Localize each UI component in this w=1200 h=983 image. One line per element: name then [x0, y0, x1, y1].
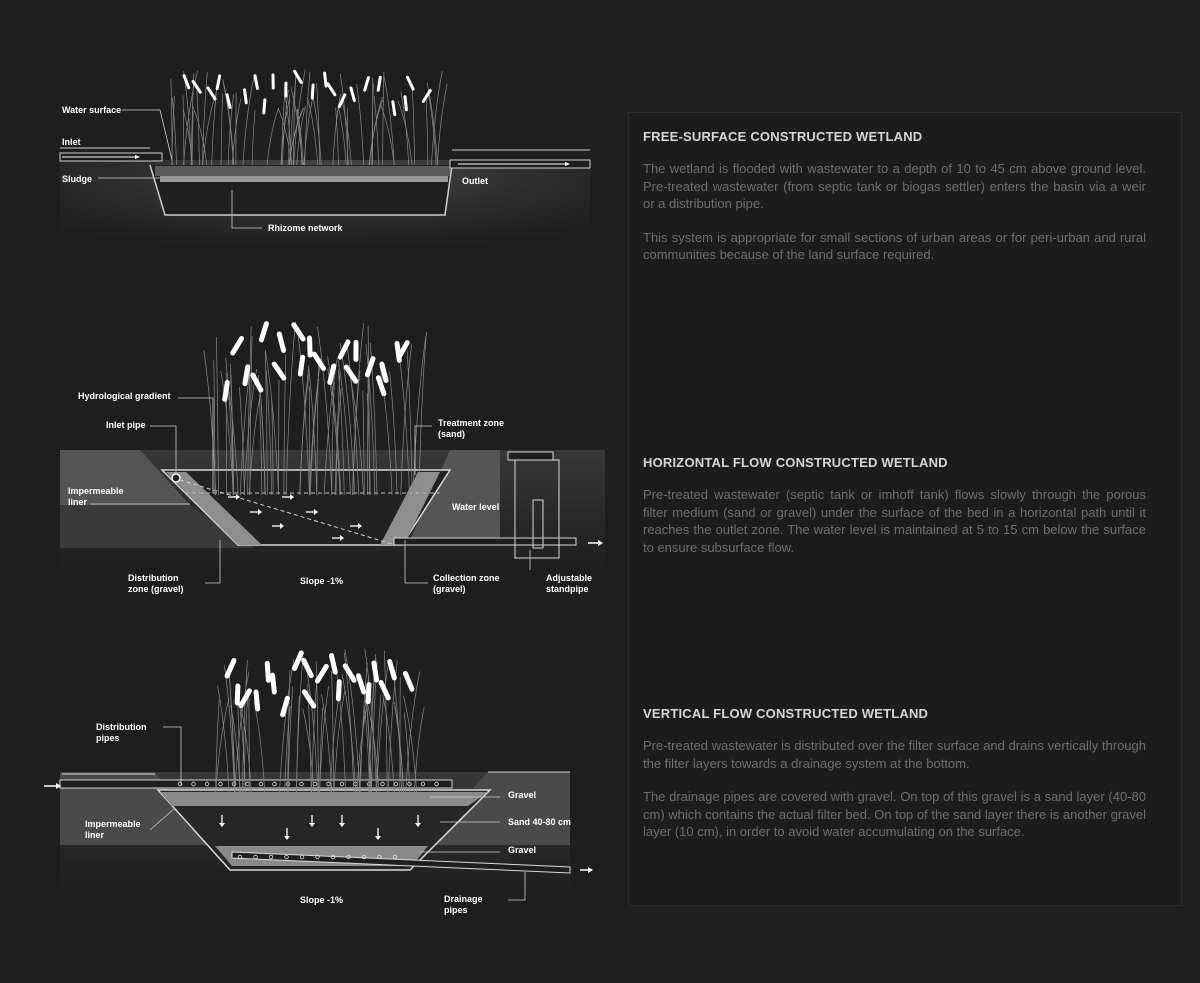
reed-head — [376, 76, 381, 92]
reed-stem — [203, 92, 217, 165]
label-distribution-1: Distribution — [128, 573, 179, 583]
reed-head — [262, 98, 266, 114]
reed-head — [403, 95, 408, 111]
label-distribution-2: pipes — [96, 733, 120, 743]
reed-stem — [374, 96, 378, 165]
reed-stem — [289, 95, 290, 165]
reed-head — [311, 351, 327, 372]
reed-head — [387, 658, 398, 681]
reed-stem — [282, 90, 288, 165]
reed-head — [298, 354, 306, 376]
section-vertical-flow — [643, 706, 1146, 857]
label-outlet: Outlet — [462, 176, 488, 186]
reed-stem — [398, 100, 412, 165]
label-treatment-1: Treatment zone — [438, 418, 505, 428]
reed-head — [243, 88, 248, 104]
reed-head — [215, 74, 221, 90]
section-paragraph: The drainage pipes are covered with gravel. On top of this gravel is a sand layer (40-80 cm) which contains the actual filter bed. On top of the sand layer there is another gravel layer (10 cm), in order to avoid water accumulating on the surface. — [643, 789, 1146, 839]
reed-head — [391, 100, 396, 116]
description-panel — [628, 112, 1182, 906]
label-drainage-2: pipes — [444, 905, 468, 915]
reed-head — [182, 74, 191, 90]
label-hydro-gradient: Hydrological gradient — [78, 391, 171, 401]
label-slope: Slope -1% — [300, 576, 344, 586]
label-slope: Slope -1% — [300, 895, 344, 905]
reed-stem — [183, 96, 184, 165]
reed-stem — [171, 79, 172, 165]
section-free-surface — [643, 129, 1146, 280]
reed-head — [364, 355, 376, 377]
reeds-vertical — [216, 649, 425, 792]
reed-head — [253, 689, 260, 711]
section-horizontal-flow — [643, 455, 1146, 572]
reed-head — [311, 83, 315, 99]
label-distribution-2: zone (gravel) — [128, 584, 184, 594]
label-standpipe-2: standpipe — [546, 584, 589, 594]
reed-stem — [252, 110, 255, 165]
section-title: VERTICAL FLOW CONSTRUCTED WETLAND — [643, 706, 929, 721]
reed-head — [271, 361, 288, 382]
reed-head — [293, 69, 304, 84]
label-standpipe-1: Adjustable — [546, 573, 593, 583]
horizontal-flow-diagram — [60, 321, 605, 594]
reed-head — [249, 372, 264, 394]
reed-head — [378, 679, 392, 701]
reed-head — [328, 653, 338, 676]
label-gravel-bottom: Gravel — [508, 845, 537, 855]
label-treatment-2: (sand) — [438, 429, 465, 439]
reed-head — [265, 661, 271, 683]
reed-stem — [317, 83, 320, 165]
reeds-free-surface — [171, 69, 447, 165]
inlet-pipe-circle — [172, 474, 180, 482]
label-collection-1: Collection zone — [433, 573, 500, 583]
reed-head — [229, 335, 245, 356]
reed-head — [405, 75, 415, 91]
label-water-level: Water level — [452, 502, 500, 512]
reed-head — [271, 74, 274, 90]
label-gravel-top: Gravel — [508, 790, 537, 800]
reed-head — [270, 672, 277, 694]
water-layer — [155, 166, 450, 176]
reed-stem — [369, 100, 383, 165]
reed-head — [258, 321, 269, 343]
section-paragraph: This system is appropriate for small sections of urban areas or for peri-urban and rural communities because of the land surface required. — [643, 229, 1146, 262]
label-distribution-1: Distribution — [96, 722, 147, 732]
section-paragraph: Pre-treated wastewater is distributed over the filter surface and drains vertically through the filter layers towards a drainage system at the bottom. — [643, 738, 1146, 771]
reed-head — [337, 93, 346, 109]
sludge-layer — [160, 176, 448, 182]
label-inlet-pipe: Inlet pipe — [106, 420, 146, 430]
reed-head — [276, 331, 286, 354]
reed-stem — [412, 89, 414, 165]
section-paragraph: Pre-treated wastewater (septic tank or imhoff tank) flows slowly through the porous filter medium (sand or gravel) under the surface of the bed in a horizontal path until it reaches the outlet zone. The water level is maintained at 5 to 15 cm below the surface to ensure subsurface flow. — [643, 487, 1146, 555]
reed-head — [284, 82, 287, 98]
section-title: HORIZONTAL FLOW CONSTRUCTED WETLAND — [643, 455, 948, 470]
reed-stem — [197, 91, 200, 165]
reed-head — [353, 340, 358, 362]
reed-head — [326, 82, 337, 97]
reed-head — [402, 670, 415, 692]
reed-stem — [267, 108, 278, 165]
reed-stem — [437, 84, 447, 165]
reed-head — [363, 76, 370, 92]
reed-stem — [426, 97, 428, 165]
label-impermeable-2: liner — [85, 830, 105, 840]
reed-head — [224, 657, 237, 679]
reed-head — [355, 673, 367, 695]
section-paragraph: The wetland is flooded with wastewater to a depth of 10 to 45 cm above ground level. Pre-treated wastewater (from septic tank or biogas settler) enters the basin via a weir or a distribution pipe. — [643, 161, 1146, 211]
reed-head — [349, 86, 356, 102]
reed-head — [336, 679, 342, 701]
label-sludge: Sludge — [62, 174, 93, 184]
label-impermeable-2: liner — [68, 497, 88, 507]
reed-head — [371, 660, 379, 683]
label-water-surface: Water surface — [62, 105, 122, 115]
reed-head — [225, 93, 232, 109]
reed-stem — [307, 97, 317, 165]
label-sand: Sand 40-80 cm — [508, 817, 572, 827]
label-inlet: Inlet — [62, 137, 81, 147]
reed-stem — [383, 72, 384, 165]
reed-stem — [340, 74, 348, 165]
label-rhizome: Rhizome network — [268, 223, 343, 233]
vertical-flow-diagram — [44, 649, 593, 915]
reed-head — [253, 74, 259, 90]
gravel-top-layer — [160, 792, 488, 806]
reed-head — [337, 339, 351, 361]
label-impermeable-1: Impermeable — [85, 819, 141, 829]
free-surface-diagram — [60, 69, 590, 262]
reed-head — [206, 86, 217, 101]
section-title: FREE-SURFACE CONSTRUCTED WETLAND — [643, 129, 923, 144]
reed-head — [235, 683, 241, 705]
label-collection-2: (gravel) — [433, 584, 466, 594]
reed-stem — [357, 84, 364, 165]
reed-stem — [296, 656, 303, 792]
label-drainage-1: Drainage — [444, 894, 483, 904]
reed-stem — [221, 93, 223, 165]
label-impermeable-1: Impermeable — [68, 486, 124, 496]
